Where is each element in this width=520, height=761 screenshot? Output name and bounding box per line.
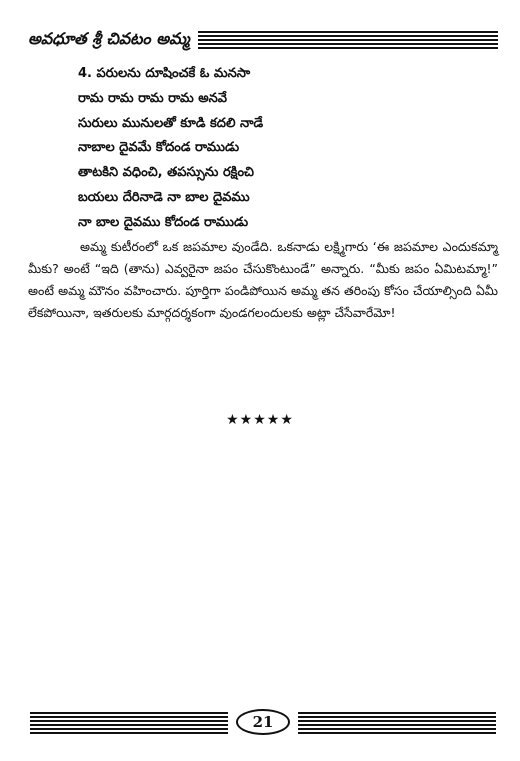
poem-block (78, 62, 478, 236)
prose-block (28, 236, 498, 324)
book-title: అవధూత శ్రీ చివటం అమ్మ (28, 28, 190, 48)
poem-line: సురులు మునులతో కూడి కదలి నాడే (78, 115, 264, 131)
header-rule (198, 31, 498, 49)
poem-line: తాటకిని వధించి, తపస్సును రక్షించి (78, 165, 254, 181)
poem-line: రామ రామ రామ రామ అనవే (78, 90, 228, 106)
poem-line: నాబాల దైవమే కోదండ రాముడు (78, 140, 240, 156)
footer-rule-right (298, 712, 496, 734)
running-header (28, 26, 498, 54)
page-footer (30, 706, 496, 746)
section-divider-stars: ★★★★★ (226, 412, 294, 428)
footer-rule-left (30, 712, 228, 734)
poem-line: 4. పరులను దూషించకే ఓ మనసా (78, 66, 251, 81)
body-paragraph: అమ్మ కుటీరంలో ఒక జపమాల వుండేది. ఒకనాడు లక్ష్మిగారు ‘ఈ జపమాల ఎందుకమ్మా మీకు? అంటే “ఇది (తాను) ఎవ్వరైనా జపం చేసుకొంటుండే” అన్నారు. “మీకు జపం ఏమిటమ్మా!” అంటే అమ్మ మౌనం వహించారు. పూర్తిగా పండిపోయిన అమ్మ తన తరింపు కోసం చేయాల్సింది ఏమీ లేకపోయినా, ఇతరులకు మార్గదర్శకంగా వుండగలందులకు అట్లా చేసేవారేమో! (28, 239, 498, 320)
poem-line: బయలు దేరినాడె నా బాల దైవము (78, 189, 250, 205)
page-number: 21 (236, 709, 290, 735)
poem-line: నా బాల దైవము కోదండ రాముడు (78, 214, 249, 230)
